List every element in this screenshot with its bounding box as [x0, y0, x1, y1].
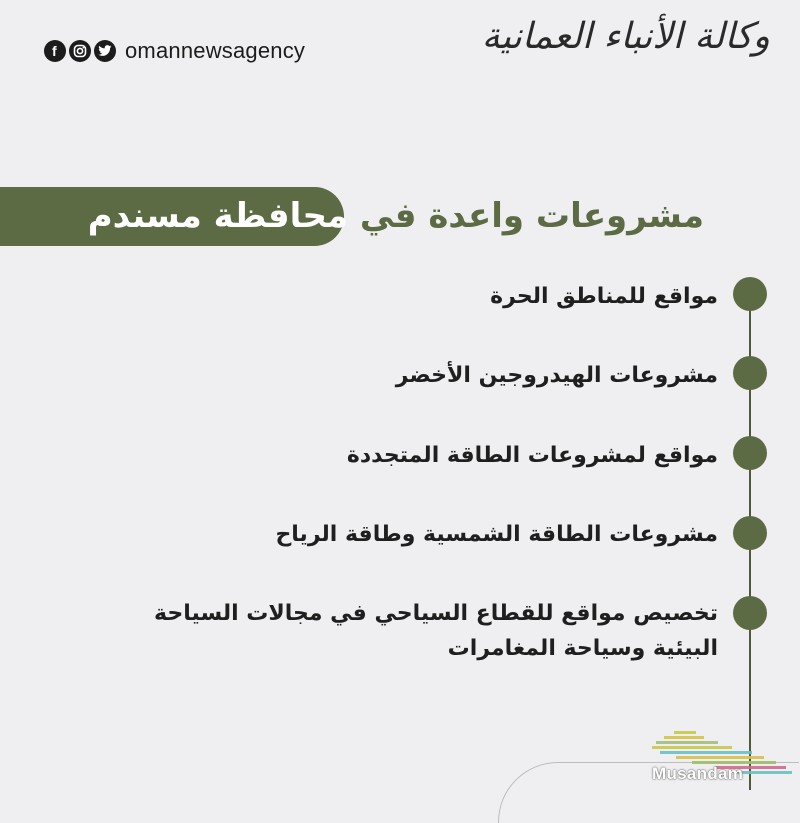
timeline-dot: [733, 436, 767, 470]
timeline-dot: [733, 277, 767, 311]
list-item: مشروعات الطاقة الشمسية وطاقة الرياح: [275, 522, 718, 547]
timeline-dot: [733, 596, 767, 630]
title-part2: محافظة مسندم: [87, 196, 348, 236]
social-handle[interactable]: omannewsagency: [125, 38, 306, 63]
list-item: تخصيص مواقع للقطاع السياحي في مجالات السياحة: [154, 601, 718, 626]
list-item: مواقع للمناطق الحرة: [490, 284, 718, 309]
list-item: مشروعات الهيدروجين الأخضر: [395, 363, 718, 388]
svg-text:f: f: [52, 44, 57, 58]
agency-logo: وكالة الأنباء العمانية: [481, 16, 770, 57]
watermark-text: Musandam: [652, 764, 744, 783]
timeline-dot: [733, 356, 767, 390]
title-part1: مشروعات واعدة في: [359, 196, 704, 236]
list-item: مواقع لمشروعات الطاقة المتجددة: [346, 443, 718, 468]
page-title: [88, 194, 704, 238]
instagram-icon[interactable]: [69, 40, 91, 62]
social-links: [44, 36, 305, 66]
facebook-icon[interactable]: [44, 40, 66, 62]
twitter-icon[interactable]: [94, 40, 116, 62]
list-item-continuation: البيئية وسياحة المغامرات: [447, 636, 718, 661]
timeline-dot: [733, 516, 767, 550]
